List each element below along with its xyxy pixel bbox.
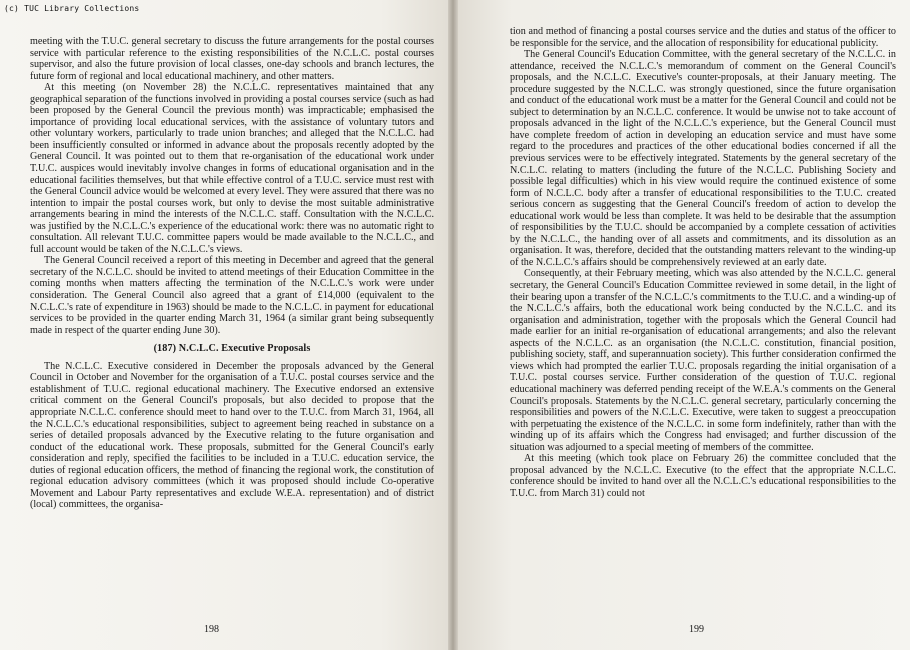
page-number: 198 (204, 624, 219, 635)
section-heading: (187) N.C.L.C. Executive Proposals (153, 343, 311, 355)
paragraph: At this meeting (on November 28) the N.C.L.C. representatives maintained that any geographical separation of the functions involved in providing a postal courses service (such as had been proposed by the General Council the previous month) was impracticable; emphasised the importance of providing local educational services, with the assistance of voluntary tutors and other voluntary workers, particularly to trade union branches; and alleged that the N.C.L.C. had been insufficiently consulted or informed in advance about the proposals recently adopted by the General Council. It was pointed out to them that re-organisation of the educational work under T.U.C. auspices would inevitably involve changes in forms of educational organisation and in the educational facilities themselves, but that while effective control of a T.U.C. service must rest with the General Council advice would be welcomed at every level. They were assured that there was no intention to impair the postal courses work, but only to devise the most suitable administrative arrangements bearing in mind the interests of the N.C.L.C. staff. Consultation with the N.C.L.C. was justified by the N.C.L.C.'s experience of the educational work: there was no automatic right to consultation. All relevant T.U.C. committee papers would be made available to the N.C.L.C., and full account would be taken of the N.C.L.C.'s views. (30, 82, 434, 255)
left-page-text (30, 36, 434, 511)
paragraph: The General Council received a report of this meeting in December and agreed that the general secretary of the N.C.L.C. should be invited to attend meetings of their Education Committee in the coming months when matters affecting the termination of the N.C.L.C.'s work were under consideration. The General Council also agreed that a grant of £14,000 (equivalent to the N.C.L.C.'s rate of expenditure in 1963) should be made to the N.C.L.C. in payment for educational services to be provided in the quarter ending March 31, 1964 (a similar grant being subsequently made in respect of the quarter ending June 30). (30, 255, 434, 336)
page-number: 199 (689, 624, 704, 635)
paragraph: meeting with the T.U.C. general secretary to discuss the future arrangements for the postal courses service with particular reference to the existing responsibilities of the N.C.L.C. postal courses supervisor, and also the future provision of local classes, one-day schools and branch lectures, the future form of regional and local educational machinery, and other matters. (30, 36, 434, 82)
right-page (458, 0, 910, 650)
paragraph: At this meeting (which took place on February 26) the committee concluded that the proposal advanced by the N.C.L.C. Executive (to the effect that the appropriate N.C.L.C. conference should be invited to hand over all the N.C.L.C.'s educational responsibilities to the T.U.C. from March 31) could not (510, 453, 896, 499)
paragraph: The N.C.L.C. Executive considered in December the proposals advanced by the General Council in October and November for the organisation of a T.U.C. postal courses service and the establishment of T.U.C. regional educational machinery. The Executive endorsed an extensive critical comment on the General Council's proposals, but also decided to propose that the appropriate N.C.L.C. conference should meet to hand over to the T.U.C. from March 31, 1964, all the N.C.L.C.'s educational responsibilities, subject to agreement being reached in substance on a series of detailed proposals advanced by the Executive relating to the future organisation and conduct of the educational work. These proposals, submitted for the General Council's early consideration and reply, specified the facilities to be included in a T.U.C. education service, the duties of regional education officers, the method of financing the regional work, the constitution of regional education advisory committees (which it was proposed should include Co-operative Movement and Labour Party representatives and exclude W.E.A. representation) and of district (local) committees, the organisa- (30, 360, 434, 511)
paragraph: tion and method of financing a postal courses service and the duties and status of the officer to be responsible for the service, and the allocation of responsibility for educational publicity. (510, 26, 896, 49)
book-gutter (448, 0, 458, 650)
right-page-text (510, 26, 896, 499)
copyright-watermark: (c) TUC Library Collections (4, 4, 140, 13)
left-page (0, 0, 448, 650)
paragraph: Consequently, at their February meeting, which was also attended by the N.C.L.C. general secretary, the General Council's Education Committee reviewed in some detail, in the light of their bearing upon a transfer of the N.C.L.C.'s commitments to the T.U.C. and a winding-up of the N.C.L.C.'s affairs, both the educational work being conducted by the N.C.L.C. and its organisation and administration, together with the proposals which the General Council had made earlier for an initial re-organisation of educational arrangements; and also the relevant aspects of the N.C.L.C. as an organisation (the N.C.L.C. constitution, financial position, publishing society, staff, and superannuation society). This further consideration confirmed the views which had prompted the earlier T.U.C. proposals regarding the initial organisation of a T.U.C. postal courses service. Further consideration of the question of T.U.C. regional educational machinery was deferred pending receipt of the W.E.A.'s comments on the General Council's proposals. Statements by the N.C.L.C. general secretary, particularly concerning the responsibilities and powers of the N.C.L.C. Executive, were taken to suggest a preoccupation with perpetuating the existence of the N.C.L.C. in some form indefinitely, rather than with the winding up of its affairs which the Congress had envisaged; and further discussion of the situation was adjourned to a special meeting of members of the committee. (510, 268, 896, 453)
paragraph: The General Council's Education Committee, with the general secretary of the N.C.L.C. in attendance, received the N.C.L.C.'s memorandum of comment on the General Council's proposals, and the N.C.L.C. Executive's counter-proposals, at their January meeting. The procedure suggested by the N.C.L.C. was strongly questioned, since the future organisation and conduct of the educational work must be a matter for the General Council and could not be subject to determination by an N.C.L.C. conference. It would be unwise not to take account of proposals advanced in the light of the N.C.L.C.'s experience, but the General Council must have complete freedom of action in developing an education service and must have some regard to the procedures and practices of the other educational bodies concerned if all the previous services were to be effectively integrated. Statements by the general secretary of the N.C.L.C. relating to matters (including the future of the N.C.L.C. Publishing Society and possible legal difficulties) which in his view would require the continued existence of some form of N.C.L.C. body after a transfer of educational responsibilities to the T.U.C. created serious concern as suggesting that the General Council's freedom of action to develop the educational work would be less than complete. It was held to be desirable that the assumption of responsibilities by the T.U.C. should be accompanied by a complete cessation of activities by the N.C.L.C., the handing over of all assets and commitments, and its dissolution as an organisation. It was, therefore, decided that the outstanding matters relevant to the winding-up of the N.C.L.C.'s affairs should be comprehensively reviewed at an early date. (510, 49, 896, 268)
